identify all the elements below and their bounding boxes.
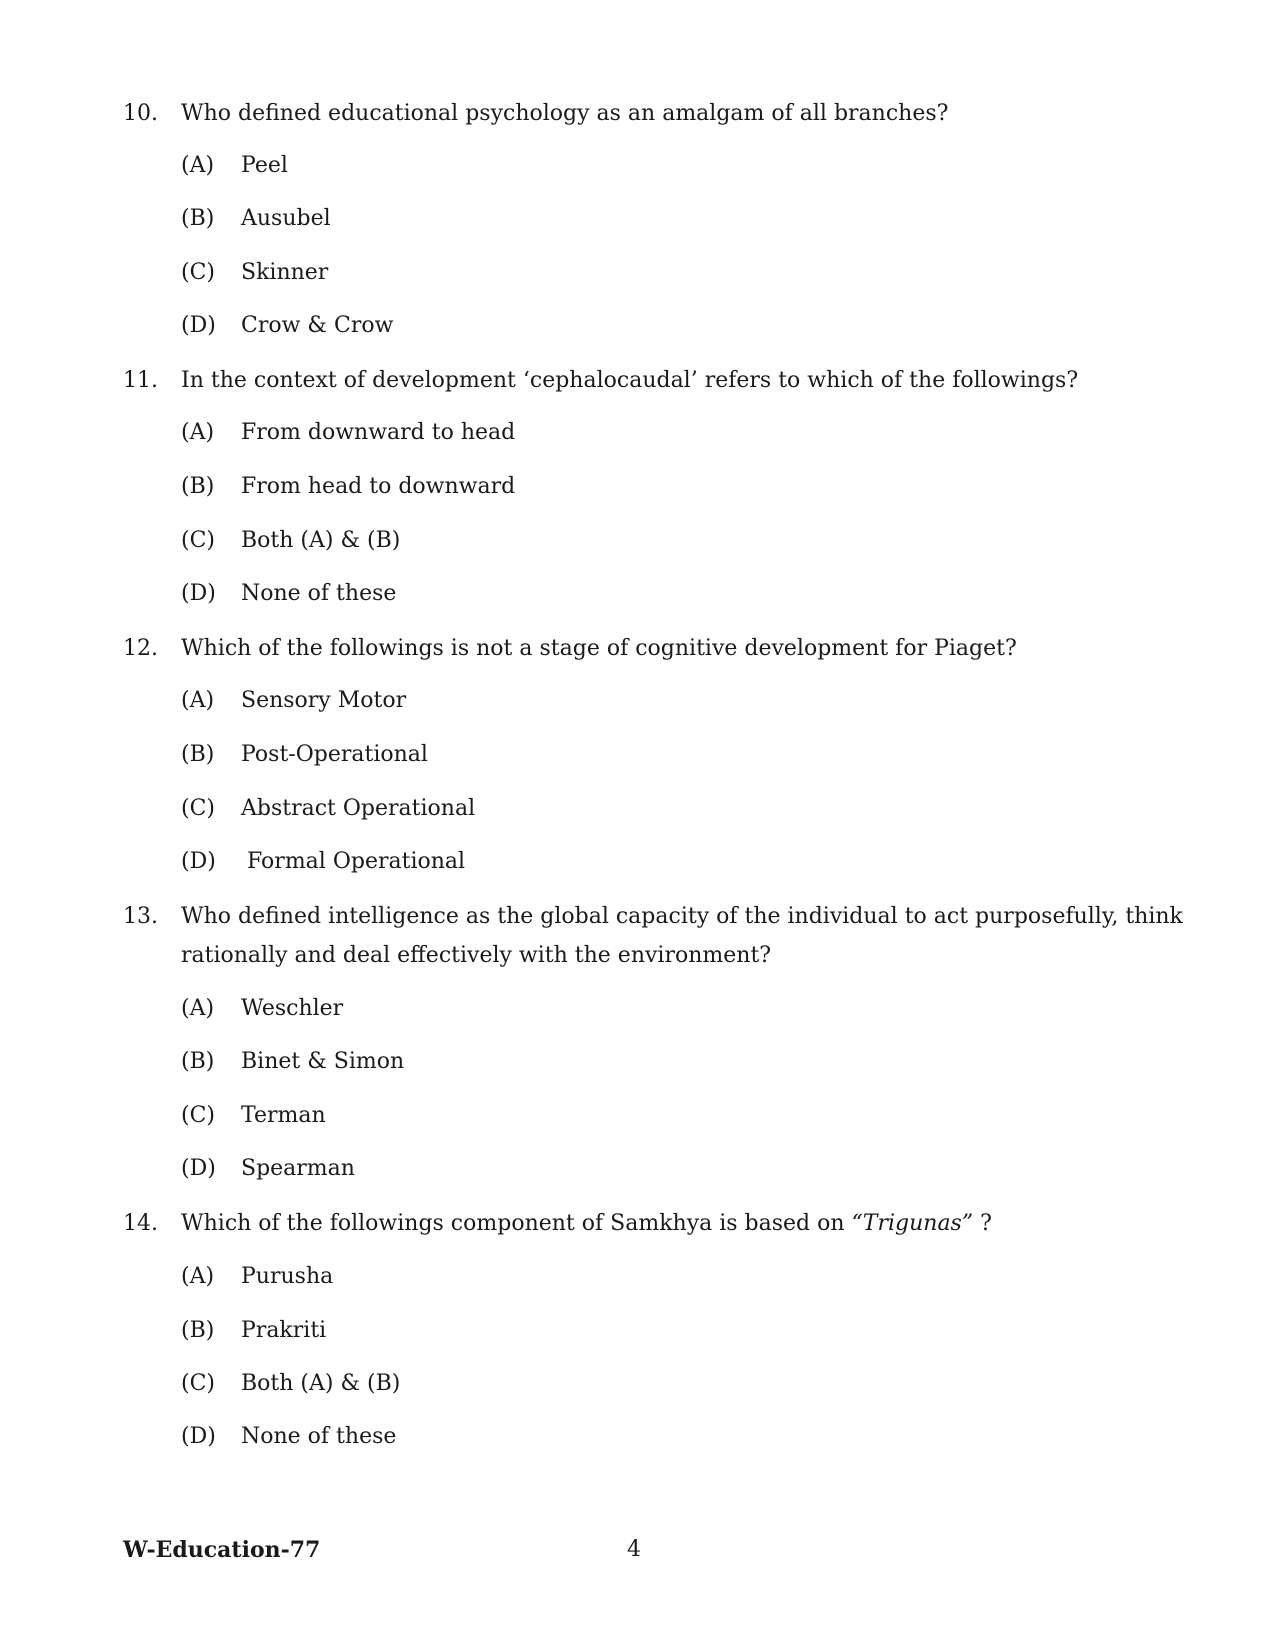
option-text: Crow & Crow bbox=[241, 313, 394, 338]
option-text: From head to downward bbox=[241, 474, 516, 499]
question-text bbox=[181, 1203, 992, 1245]
question-text: Who defined educational psychology as an amalgam of all branches? bbox=[181, 101, 949, 126]
option-text: From downward to head bbox=[241, 420, 516, 445]
option-text: Weschler bbox=[241, 996, 344, 1021]
option-text: Skinner bbox=[241, 260, 329, 285]
option-label: (D) bbox=[181, 1424, 216, 1449]
option-text: Both (A) & (B) bbox=[241, 528, 401, 553]
option-label: (C) bbox=[181, 1371, 215, 1396]
option-text: Purusha bbox=[241, 1264, 334, 1289]
question-text-after: ? bbox=[973, 1211, 992, 1236]
option-label: (B) bbox=[181, 1049, 215, 1074]
option-label: (A) bbox=[181, 153, 215, 178]
question-number: 14. bbox=[123, 1211, 158, 1236]
question-number: 11. bbox=[123, 368, 158, 393]
option-text: Ausubel bbox=[241, 206, 331, 231]
option-text: Formal Operational bbox=[247, 849, 466, 874]
option-label: (B) bbox=[181, 474, 215, 499]
option-label: (C) bbox=[181, 796, 215, 821]
exam-code: W-Education-77 bbox=[123, 1537, 321, 1563]
option-label: (C) bbox=[181, 1103, 215, 1128]
option-label: (B) bbox=[181, 1318, 215, 1343]
option-text: Peel bbox=[241, 153, 288, 178]
option-label: (B) bbox=[181, 206, 215, 231]
option-text: Binet & Simon bbox=[241, 1049, 405, 1074]
question-text-italic: “Trigunas” bbox=[851, 1211, 974, 1236]
option-label: (C) bbox=[181, 260, 215, 285]
option-label: (D) bbox=[181, 581, 216, 606]
option-text: Prakriti bbox=[241, 1318, 327, 1343]
option-label: (A) bbox=[181, 996, 215, 1021]
option-text: Spearman bbox=[241, 1156, 355, 1181]
option-text: None of these bbox=[241, 581, 397, 606]
option-text: Both (A) & (B) bbox=[241, 1371, 401, 1396]
option-label: (B) bbox=[181, 742, 215, 767]
option-text: Sensory Motor bbox=[241, 688, 407, 713]
question-text: In the context of development ‘cephalocaudal’ refers to which of the followings? bbox=[181, 368, 1079, 393]
question-text-line-2: rationally and deal effectively with the environment? bbox=[181, 943, 772, 968]
option-label: (A) bbox=[181, 1264, 215, 1289]
option-label: (C) bbox=[181, 528, 215, 553]
option-label: (A) bbox=[181, 688, 215, 713]
option-label: (A) bbox=[181, 420, 215, 445]
option-text: None of these bbox=[241, 1424, 397, 1449]
page-number: 4 bbox=[627, 1537, 641, 1562]
question-text-before: Which of the followings component of Samkhya is based on bbox=[181, 1211, 852, 1236]
question-number: 12. bbox=[123, 636, 158, 661]
question-number: 10. bbox=[123, 101, 158, 126]
question-text: Which of the followings is not a stage of cognitive development for Piaget? bbox=[181, 636, 1017, 661]
option-label: (D) bbox=[181, 1156, 216, 1181]
question-number: 13. bbox=[123, 904, 158, 929]
option-text: Post-Operational bbox=[241, 742, 428, 767]
question-text-line-1: Who defined intelligence as the global capacity of the individual to act purposefully, think bbox=[181, 904, 1183, 929]
option-text: Terman bbox=[241, 1103, 326, 1128]
option-label: (D) bbox=[181, 313, 216, 338]
option-label: (D) bbox=[181, 849, 216, 874]
option-text: Abstract Operational bbox=[241, 796, 476, 821]
